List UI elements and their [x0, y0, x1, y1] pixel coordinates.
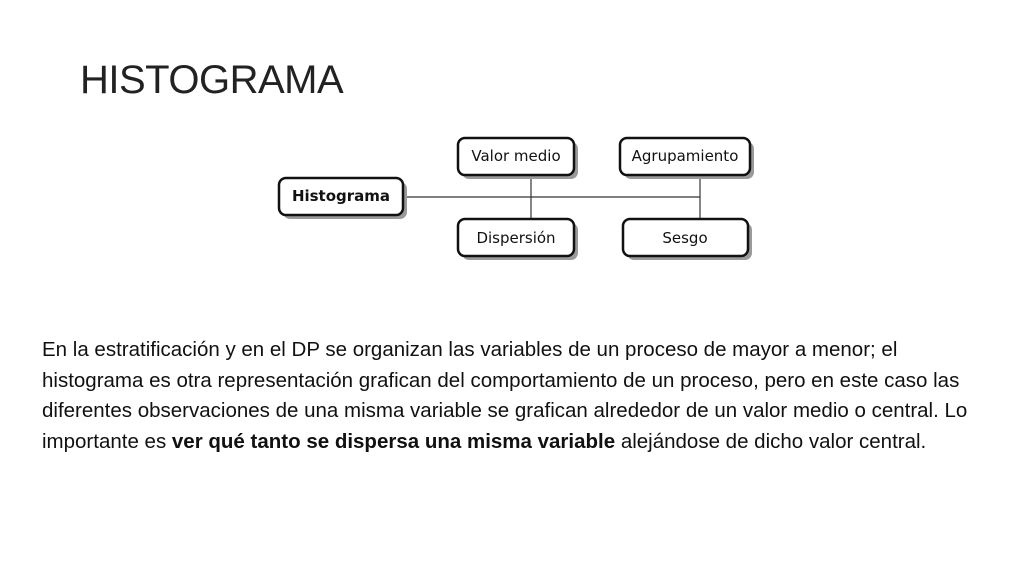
node-sesgo-label: Sesgo — [662, 229, 708, 247]
node-histograma-label: Histograma — [291, 187, 391, 205]
body-paragraph — [42, 335, 992, 457]
body-text-after: alejándose de dicho valor central. — [615, 429, 927, 453]
node-agrupamiento — [620, 138, 754, 179]
node-agrupamiento-label: Agrupamiento — [631, 147, 739, 165]
node-valor-medio-label: Valor medio — [471, 147, 561, 165]
node-dispersion — [458, 219, 578, 260]
node-dispersion-label: Dispersión — [476, 229, 556, 247]
node-sesgo — [623, 219, 752, 260]
node-histograma — [279, 178, 407, 219]
node-valor-medio — [458, 138, 578, 179]
slide-title: HISTOGRAMA — [80, 58, 344, 102]
body-text-emphasis: ver qué tanto se dispersa una misma variable — [171, 429, 616, 453]
body-text-before: En la estratificación y en el DP se organizan las variables de un proceso de mayor a menor; el histograma es otra representación grafican del comportamiento de un proceso, pero en este caso las diferentes observaciones de una misma variable se grafican alrededor de un valor medio o central. Lo importante es — [42, 338, 968, 453]
